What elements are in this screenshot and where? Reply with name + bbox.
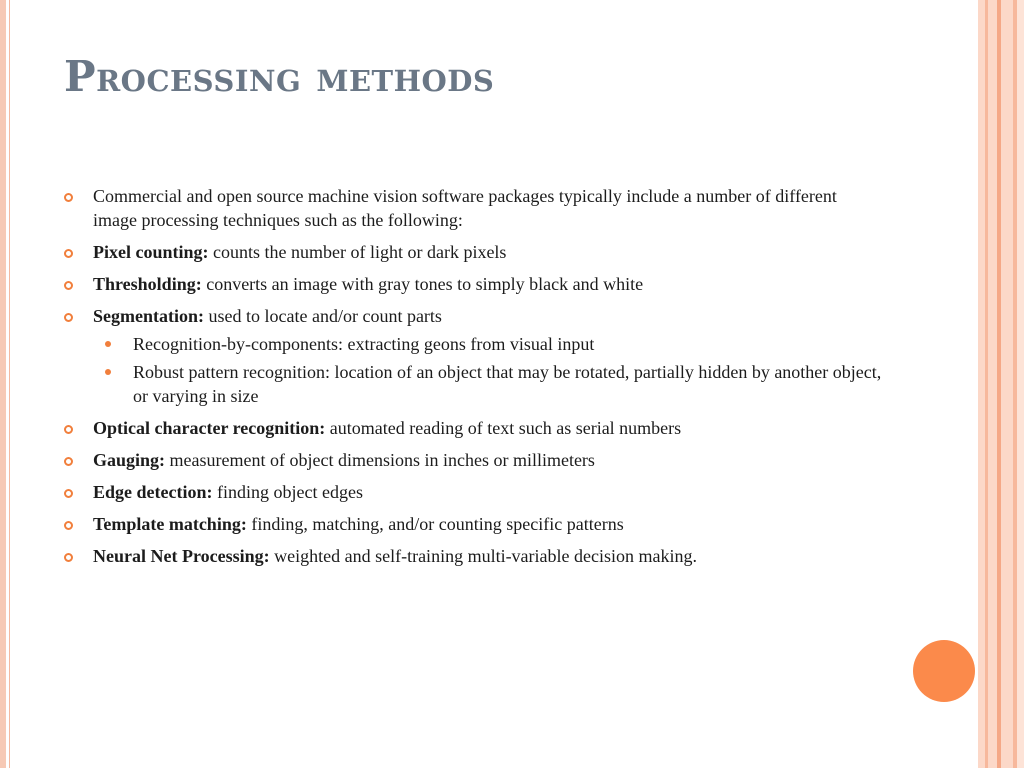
item-text: converts an image with gray tones to simply black and white (201, 274, 644, 294)
sub-bullet-list (93, 332, 884, 408)
list-item (64, 480, 884, 504)
ring-bullet-icon (64, 193, 73, 202)
decorative-circle (913, 640, 975, 702)
ring-bullet-icon (64, 425, 73, 434)
item-text: Commercial and open source machine vision software packages typically include a number of different image processing techniques such as the following: (93, 186, 837, 230)
sub-list-item (93, 360, 884, 408)
item-text: measurement of object dimensions in inches or millimeters (165, 450, 595, 470)
dot-bullet-icon (105, 369, 111, 375)
sub-item-text: Recognition-by-components: extracting geons from visual input (133, 334, 595, 354)
item-term: Gauging: (93, 450, 166, 470)
ring-bullet-icon (64, 249, 73, 258)
list-item (64, 416, 884, 440)
ring-bullet-icon (64, 281, 73, 290)
item-text: counts the number of light or dark pixels (208, 242, 507, 262)
item-text: weighted and self-training multi-variable decision making. (269, 546, 698, 566)
list-item (64, 272, 884, 296)
list-item (64, 184, 884, 232)
item-text: finding object edges (212, 482, 363, 502)
item-text: finding, matching, and/or counting specific patterns (246, 514, 624, 534)
ring-bullet-icon (64, 489, 73, 498)
list-item (64, 240, 884, 264)
list-item (64, 304, 884, 408)
sub-list-item (93, 332, 884, 356)
slide-content (64, 184, 884, 576)
right-stripe (988, 0, 997, 768)
item-term: Optical character recognition: (93, 418, 326, 438)
left-edge-decoration (0, 0, 6, 768)
right-stripe (1001, 0, 1013, 768)
item-term: Thresholding: (93, 274, 202, 294)
right-stripe (1017, 0, 1024, 768)
item-text: automated reading of text such as serial numbers (325, 418, 682, 438)
left-edge-line (9, 0, 10, 768)
list-item (64, 512, 884, 536)
right-stripe (978, 0, 985, 768)
item-term: Segmentation: (93, 306, 204, 326)
sub-item-text: Robust pattern recognition: location of an object that may be rotated, partially hidden by another object, or varying in size (133, 362, 882, 406)
ring-bullet-icon (64, 521, 73, 530)
item-term: Pixel counting: (93, 242, 209, 262)
list-item (64, 448, 884, 472)
slide-title: Processing methods (64, 52, 495, 101)
item-term: Edge detection: (93, 482, 213, 502)
bullet-list (64, 184, 884, 568)
item-text: used to locate and/or count parts (204, 306, 442, 326)
item-term: Neural Net Processing: (93, 546, 270, 566)
ring-bullet-icon (64, 313, 73, 322)
dot-bullet-icon (105, 341, 111, 347)
item-term: Template matching: (93, 514, 247, 534)
ring-bullet-icon (64, 553, 73, 562)
list-item (64, 544, 884, 568)
ring-bullet-icon (64, 457, 73, 466)
